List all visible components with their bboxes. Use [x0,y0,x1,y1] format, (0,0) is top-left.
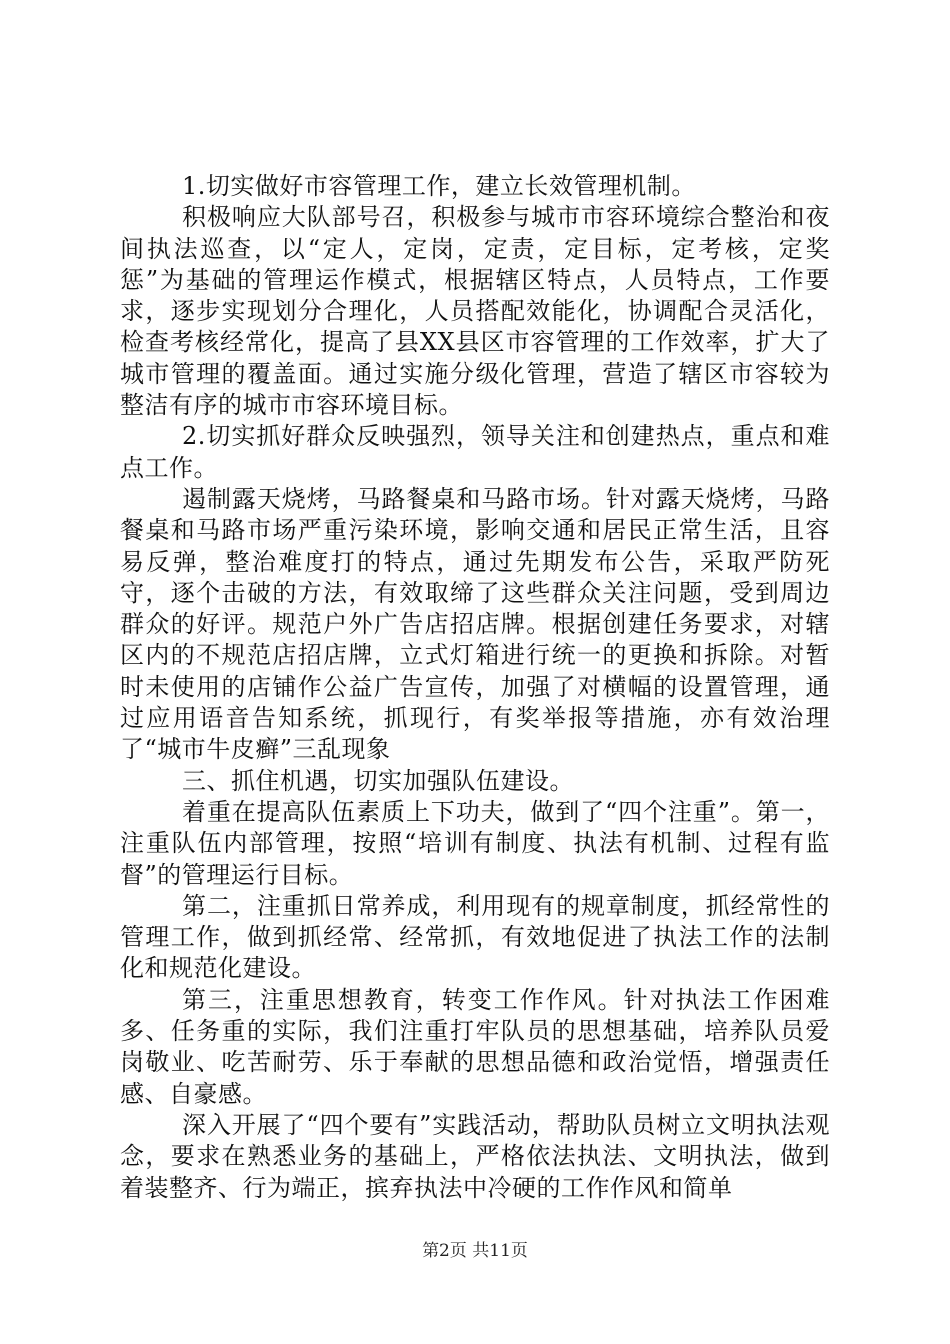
page-number-footer: 第2页 共11页 [422,1241,528,1261]
paragraph-heading-1: 1.切实做好市容管理工作，建立长效管理机制。 [182,172,696,200]
paragraph: 第二，注重抓日常养成，利用现有的规章制度，抓经常性的管理工作，做到抓经常、经常抓，有效地促进了执法工作的法制化和规范化建设。 [120,891,830,983]
paragraph: 着重在提高队伍素质上下功夫，做到了“四个注重”。第一，注重队伍内部管理，按照“培训有制度、执法有机制、过程有监督”的管理运行目标。 [120,797,830,889]
paragraph: 第三，注重思想教育，转变工作作风。针对执法工作困难多、任务重的实际，我们注重打牢队员的思想基础，培养队员爱岗敬业、吃苦耐劳、乐于奉献的思想品德和政治觉悟，增强责任感、自豪感。 [120,985,830,1108]
paragraph: 深入开展了“四个要有”实践活动，帮助队员树立文明执法观念，要求在熟悉业务的基础上，严格依法执法、文明执法，做到着装整齐、行为端正，摈弃执法中冷硬的工作作风和简单 [120,1110,830,1202]
document-body [120,171,830,1204]
section-heading-3: 三、抓住机遇，切实加强队伍建设。 [182,766,574,795]
paragraph: 积极响应大队部号召，积极参与城市市容环境综合整治和夜间执法巡查，以“定人，定岗，定责，定目标，定考核，定奖惩”为基础的管理运作模式，根据辖区特点，人员特点，工作要求，逐步实现划分合理化，人员搭配效能化，协调配合灵活化，检查考核经常化，提高了县XX县区市容管理的工作效率，扩大了城市管理的覆盖面。通过实施分级化管理，营造了辖区市容较为整洁有序的城市市容环境目标。 [120,203,830,420]
paragraph-heading-2: 2.切实抓好群众反映强烈，领导关注和创建热点，重点和难点工作。 [120,422,830,482]
paragraph: 遏制露天烧烤，马路餐桌和马路市场。针对露天烧烤，马路餐桌和马路市场严重污染环境，影响交通和居民正常生活，且容易反弹，整治难度打的特点，通过先期发布公告，采取严防死守，逐个击破的方法，有效取缔了这些群众关注问题，受到周边群众的好评。规范户外广告店招店牌。根据创建任务要求，对辖区内的不规范店招店牌，立式灯箱进行统一的更换和拆除。对暂时未使用的店铺作公益广告宣传，加强了对横幅的设置管理，通过应用语音告知系统，抓现行，有奖举报等措施，亦有效治理了“城市牛皮癣”三乱现象 [120,484,830,764]
